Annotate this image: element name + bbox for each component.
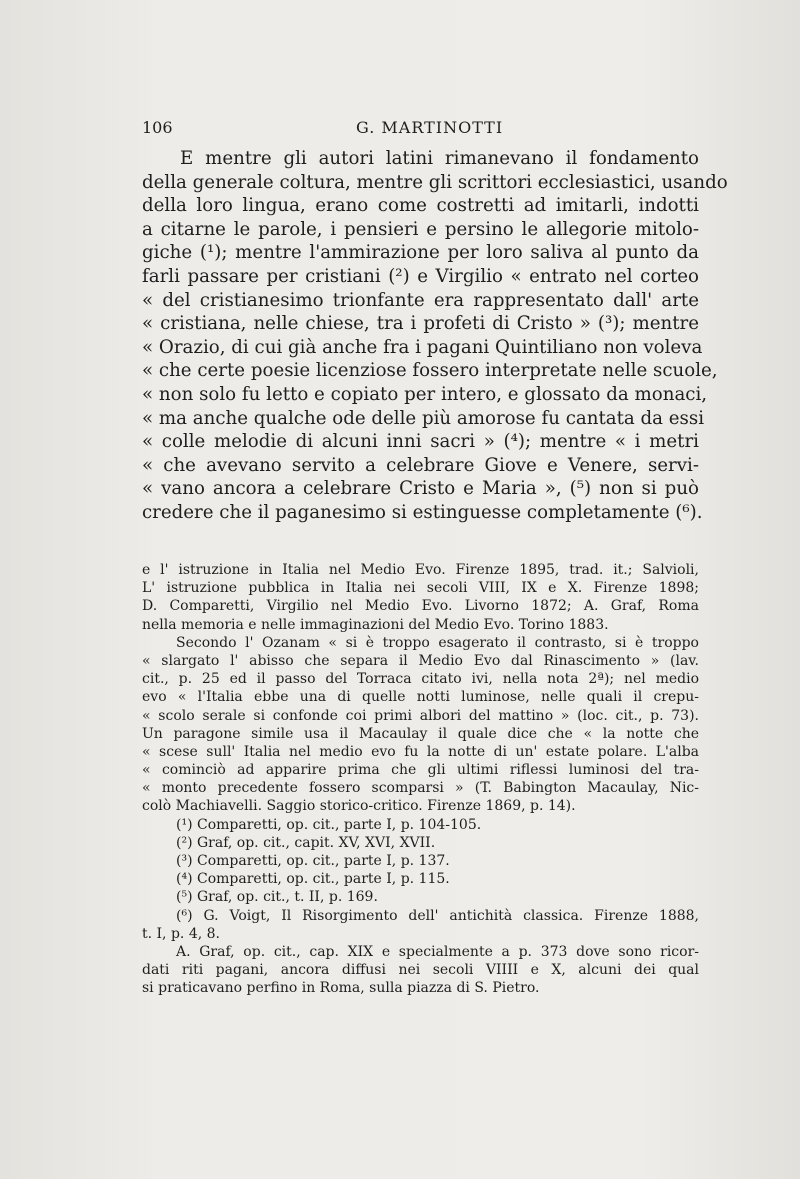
- footnote-line: cit., p. 25 ed il passo del Torraca citato ivi, nella nota 2ª); nel medio: [142, 671, 699, 688]
- footnote-6: (⁶) G. Voigt, Il Risorgimento dell' antichità classica. Firenze 1888,: [176, 907, 699, 924]
- footnote-line: nella memoria e nelle immaginazioni del Medio Evo. Torino 1883.: [142, 616, 609, 633]
- footnote-line: « monto precedente fossero scomparsi » (T. Babington Macaulay, Nic-: [142, 780, 699, 797]
- text-line: della generale coltura, mentre gli scrittori ecclesiastici, usando: [142, 171, 728, 193]
- footnote-line: t. I, p. 4, 8.: [142, 925, 220, 942]
- text-line: E mentre gli autori latini rimanevano il fondamento: [180, 148, 699, 169]
- footnote-line: Secondo l' Ozanam « si è troppo esagerato il contrasto, si è troppo: [176, 634, 699, 651]
- text-line: « che certe poesie licenziose fossero interpretate nelle scuole,: [142, 360, 718, 382]
- running-head: G. MARTINOTTI: [356, 118, 504, 137]
- footnote-line: L' istruzione pubblica in Italia nei secoli VIII, IX e X. Firenze 1898;: [142, 580, 699, 597]
- footnote-line: « cominciò ad apparire prima che gli ultimi riflessi luminosi del tra-: [142, 762, 699, 779]
- text-line: farli passare per cristiani (²) e Virgilio « entrato nel corteo: [142, 265, 699, 287]
- page-header: [142, 118, 699, 140]
- text-line: a citarne le parole, i pensieri e persino le allegorie mitolo-: [142, 218, 699, 240]
- footnote-line: A. Graf, op. cit., cap. XIX e specialmente a p. 373 dove sono ricor-: [176, 943, 699, 960]
- text-line: « cristiana, nelle chiese, tra i profeti di Cristo » (³); mentre: [142, 313, 699, 335]
- text-line: « del cristianesimo trionfante era rappresentato dall' arte: [142, 289, 699, 311]
- footnote-line: e l' istruzione in Italia nel Medio Evo. Firenze 1895, trad. it.; Salvioli,: [142, 562, 699, 578]
- footnote-line: colò Machiavelli. Saggio storico-critico. Firenze 1869, p. 14).: [142, 798, 576, 815]
- footnote-4: (⁴) Comparetti, op. cit., parte I, p. 115.: [176, 871, 450, 888]
- footnote-5: (⁵) Graf, op. cit., t. II, p. 169.: [176, 889, 378, 906]
- text-line: « vano ancora a celebrare Cristo e Maria », (⁵) non si può: [142, 478, 699, 500]
- text-line: « colle melodie di alcuni inni sacri » (⁴); mentre « i metri: [142, 431, 699, 453]
- text-line: della loro lingua, erano come costretti ad imitarli, indotti: [142, 195, 699, 217]
- main-paragraph: [142, 147, 728, 525]
- footnote-3: (³) Comparetti, op. cit., parte I, p. 137.: [176, 853, 450, 869]
- text-line: credere che il paganesimo si estinguesse completamente (⁶).: [142, 501, 703, 523]
- footnote-line: « scolo serale si confonde coi primi albori del mattino » (loc. cit., p. 73).: [142, 707, 699, 724]
- text-line: giche (¹); mentre l'ammirazione per loro saliva al punto da: [142, 242, 699, 264]
- footnote-line: D. Comparetti, Virgilio nel Medio Evo. Livorno 1872; A. Graf, Roma: [142, 598, 699, 615]
- text-line: « Orazio, di cui già anche fra i pagani Quintiliano non voleva: [142, 336, 703, 358]
- footnote-2: (²) Graf, op. cit., capit. XV, XVI, XVII.: [176, 834, 436, 851]
- footnote-line: dati riti pagani, ancora diffusi nei secoli VIIII e X, alcuni dei qual: [142, 962, 699, 979]
- page-number: 106: [142, 118, 173, 137]
- footnote-line: evo « l'Italia ebbe una di quelle notti luminose, nelle quali il crepu-: [142, 689, 699, 706]
- footnote-1: (¹) Comparetti, op. cit., parte I, p. 104-105.: [176, 816, 482, 833]
- footnote-line: Un paragone simile usa il Macaulay il quale dice che « la notte che: [142, 725, 699, 742]
- text-line: « che avevano servito a celebrare Giove e Venere, servi-: [142, 454, 699, 476]
- text-line: « ma anche qualche ode delle più amorose fu cantata da essi: [142, 407, 705, 429]
- footnote-line: « slargato l' abisso che separa il Medio Evo dal Rinascimento » (lav.: [142, 652, 699, 669]
- footnote-line: si praticavano perfino in Roma, sulla piazza di S. Pietro.: [142, 980, 540, 997]
- footnote-line: « scese sull' Italia nel medio evo fu la notte di un' estate polare. L'alba: [142, 743, 699, 760]
- text-line: « non solo fu letto e copiato per intero, e glossato da monaci,: [142, 383, 708, 405]
- footnotes: [142, 561, 699, 998]
